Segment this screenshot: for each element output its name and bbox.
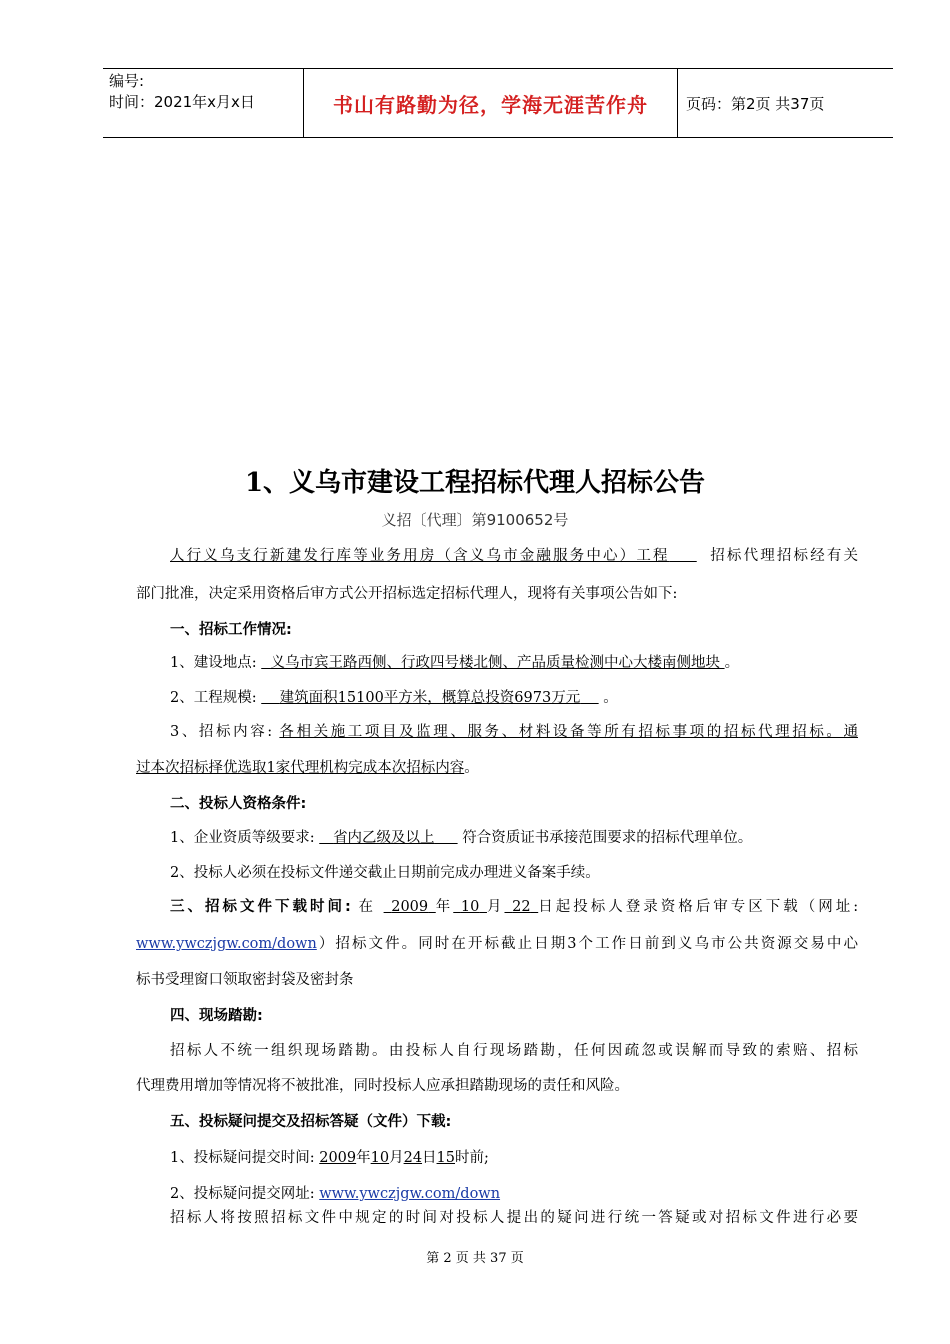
question-link[interactable]: www.ywczjgw.com/down	[319, 1186, 501, 1202]
s1-item-3-line-2: 过本次招标择优选取1家代理机构完成本次招标内容。	[136, 760, 479, 776]
build-location: 义乌市宾王路西侧、行政四号楼北侧、产品质量检测中心大楼南侧地块	[270, 655, 720, 671]
time-label: 时间：2021年x月x日	[109, 93, 255, 111]
header-motto: 书山有路勤为径，学海无涯苦作舟	[304, 69, 678, 137]
intro-rest: 招标代理招标经有关	[710, 548, 859, 564]
section-3-line-2: www.ywczjgw.com/down）招标文件。同时在开标截止日期3个工作日前到义乌市公共资源交易中心	[136, 936, 858, 952]
page-footer: 第 2 页 共 37 页	[426, 1251, 524, 1266]
intro-line-1	[136, 538, 858, 575]
intro-line-2: 部门批准，决定采用资格后审方式公开招标选定招标代理人，现将有关事项公告如下:	[136, 586, 678, 602]
project-name: 人行义乌支行新建发行库等业务用房（含义乌市金融服务中心）工程	[170, 548, 670, 564]
section-4-heading: 四、现场踏勘:	[170, 1008, 263, 1024]
s5-item-2: 2、投标疑问提交网址: www.ywczjgw.com/down	[170, 1186, 501, 1202]
section-1-heading: 一、招标工作情况:	[170, 622, 292, 638]
header-page-info: 页码：第2页 共37页	[686, 94, 825, 113]
project-scale: 建筑面积15100平方米，概算总投资6973万元	[279, 690, 581, 706]
qualification-level: 省内乙级及以上	[333, 830, 435, 846]
s5-line-last: 招标人将按照招标文件中规定的时间对投标人提出的疑问进行统一答疑或对招标文件进行必要	[170, 1210, 858, 1226]
section-4-line-2: 代理费用增加等情况将不被批准，同时投标人应承担踏勘现场的责任和风险。	[136, 1078, 629, 1094]
s5-item-1: 1、投标疑问提交时间: 2009年10月24日15时前;	[170, 1150, 489, 1166]
s2-item-1: 1、企业资质等级要求: 省内乙级及以上 符合资质证书承接范围要求的招标代理单位。	[170, 830, 753, 846]
download-link[interactable]: www.ywczjgw.com/down	[136, 936, 317, 952]
header-meta	[103, 69, 304, 137]
section-3-line-3: 标书受理窗口领取密封袋及密封条	[136, 972, 354, 988]
section-3-line-1: 三、招标文件下载时间: 在 2009 年 10 月 22 日起投标人登录资格后审专区下载（网址:	[170, 899, 859, 915]
s2-item-2: 2、投标人必须在投标文件递交截止日期前完成办理进义备案手续。	[170, 865, 600, 881]
s1-item-3-line-1: 3、招标内容: 各相关施工项目及监理、服务、材料设备等所有招标事项的招标代理招标。通	[170, 724, 859, 740]
tender-content: 各相关施工项目及监理、服务、材料设备等所有招标事项的招标代理招标。通	[279, 724, 859, 740]
document-title: 1、义乌市建设工程招标代理人招标公告	[244, 468, 706, 498]
number-label: 编号:	[109, 72, 145, 90]
section-4-line-1: 招标人不统一组织现场踏勘。由投标人自行现场踏勘，任何因疏忽或误解而导致的索赔、招标	[170, 1043, 858, 1059]
section-5-heading: 五、投标疑问提交及招标答疑（文件）下载:	[170, 1114, 452, 1130]
section-2-heading: 二、投标人资格条件:	[170, 796, 307, 812]
document-number: 义招〔代理〕第9100652号	[381, 511, 569, 529]
s1-item-2: 2、工程规模: 建筑面积15100平方米，概算总投资6973万元 。	[170, 690, 618, 706]
s1-item-1: 1、建设地点: 义乌市宾王路西侧、行政四号楼北侧、产品质量检测中心大楼南侧地块 。	[170, 655, 740, 671]
page-header	[103, 68, 893, 138]
